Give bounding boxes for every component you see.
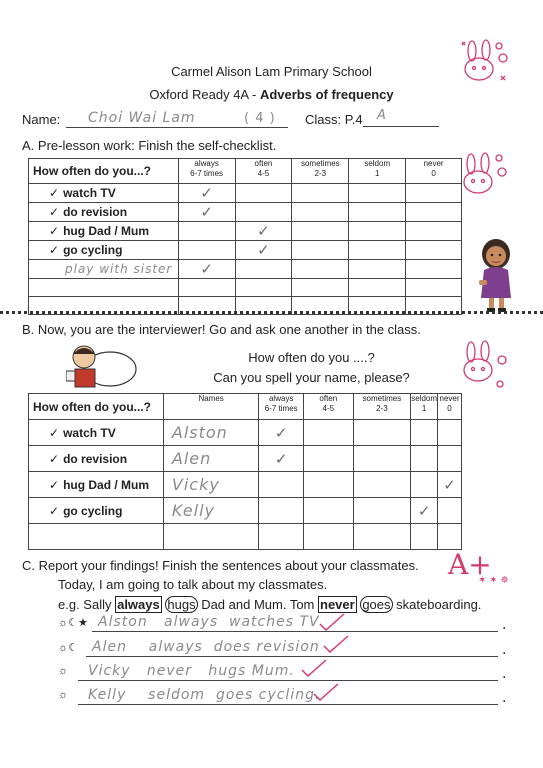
check-icon: ✓ [49,503,60,518]
table-row [29,184,462,203]
activity-label: go cycling [63,503,123,518]
sun-icon: ☼ [58,665,69,677]
answer-line: ☼ Kelly seldom goes cycling. . [58,687,507,706]
table-row [29,446,462,472]
column-header: seldom 1 [411,394,438,420]
student-number: ( 4 ) [244,111,276,126]
answer-text: Kelly seldom goes cycling. [88,687,321,703]
teacher-tick-icon [312,682,340,704]
answer-line: ☼☾ Alen always does revision . [58,639,507,658]
name-field [66,111,288,128]
class-value: A [377,108,387,123]
girl-illustration-icon [474,236,520,314]
check-icon: ✓ [49,451,60,466]
tick-mark: ✓ [178,203,235,222]
class-field [363,110,439,127]
check-icon: ✓ [49,243,60,257]
topic-label: Adverbs of frequency [259,87,394,102]
column-header: seldom 1 [349,159,406,184]
teacher-tick-icon [322,634,350,656]
section-b-title: B. Now, you are the interviewer! Go and ask one another in the class. [22,322,421,337]
table-row [29,524,462,550]
check-icon: ✓ [49,224,60,238]
tick-mark: ✓ [438,472,462,498]
sun-moon-icon: ☼☾ [58,642,78,654]
example-sentence: e.g. Sally always hugs Dad and Mum. Tom never goes skateboarding. [58,597,482,612]
section-divider [0,311,543,314]
answer-line: ☼ Vicky never hugs Mum. . [58,663,507,682]
table-row [29,420,462,446]
question-one: How often do you ....? [248,350,375,365]
student-name: Choi Wai Lam [88,110,196,126]
how-often-header: How often do you...? [29,394,164,420]
adverb-box: always [117,597,160,612]
verb-circle: hugs [167,597,196,612]
section-c-title: C. Report your findings! Finish the sentences about your classmates. [22,558,419,573]
activity-label: watch TV [63,186,116,200]
answer-text: Alen always does revision [92,639,320,655]
section-c-intro: Today, I am going to talk about my classmates. [58,577,328,592]
verb-circle: goes [362,597,391,612]
sun-moon-star-icon: ☼☾★ [58,617,88,629]
interview-table [28,393,462,550]
activity-label: go cycling [63,243,123,257]
check-icon: ✓ [49,205,60,219]
check-icon: ✓ [49,425,60,440]
activity-label: hug Dad / Mum [63,224,150,238]
table-row [29,472,462,498]
self-checklist-table [28,158,462,315]
tick-mark: ✓ [235,222,292,241]
table-row [29,498,462,524]
table-row [29,260,462,279]
class-label: Class: P.4 [305,112,363,127]
grade-mark: A+ [448,548,492,581]
adverb-box: never [320,597,355,612]
tick-mark: ✓ [411,498,438,524]
how-often-header: How often do you...? [29,159,179,184]
column-header: always 6-7 times [259,394,304,420]
question-two: Can you spell your name, please? [213,370,410,385]
name-label: Name: [22,112,61,127]
names-header: Names [163,394,258,420]
bunny-stamp-icon [456,150,512,202]
classmate-name: Alston [163,420,258,446]
activity-label: watch TV [63,425,116,440]
school-name: Carmel Alison Lam Primary School [171,64,372,79]
tick-mark: ✓ [259,446,304,472]
bunny-stamp-icon [457,36,513,90]
activity-label: do revision [63,451,128,466]
column-header: sometimes 2-3 [292,159,349,184]
column-header: never 0 [406,159,462,184]
tick-mark: ✓ [259,420,304,446]
sun-icon: ☼ [58,689,69,701]
answer-text: Vicky never hugs Mum. [88,663,295,679]
tick-mark: ✓ [235,241,292,260]
activity-label: hug Dad / Mum [63,477,150,492]
activity-label: do revision [63,205,128,219]
answer-text: Alston always watches TV [98,614,320,630]
column-header: sometimes 2-3 [353,394,411,420]
table-row [29,241,462,260]
table-row [29,279,462,297]
section-a-title: A. Pre-lesson work: Finish the self-checklist. [22,138,277,153]
table-row [29,203,462,222]
answer-line: ☼☾★ Alston always watches TV . [58,614,507,633]
table-row [29,222,462,241]
column-header: often 4-5 [235,159,292,184]
tick-mark: ✓ [178,260,235,279]
handwritten-activity: play with sister [29,260,179,279]
teacher-tick-icon [318,612,346,634]
course-label: Oxford Ready 4A - [149,87,260,102]
column-header: often 4-5 [304,394,353,420]
check-icon: ✓ [49,186,60,200]
teacher-tick-icon [300,658,328,680]
classmate-name: Kelly [163,498,258,524]
column-header: never 0 [438,394,462,420]
classmate-name: Vicky [163,472,258,498]
column-header: always 6-7 times [178,159,235,184]
classmate-name: Alen [163,446,258,472]
check-icon: ✓ [49,477,60,492]
tick-mark: ✓ [178,184,235,203]
grade-stars-icon: ✶ ✶ ✵ [478,575,509,586]
